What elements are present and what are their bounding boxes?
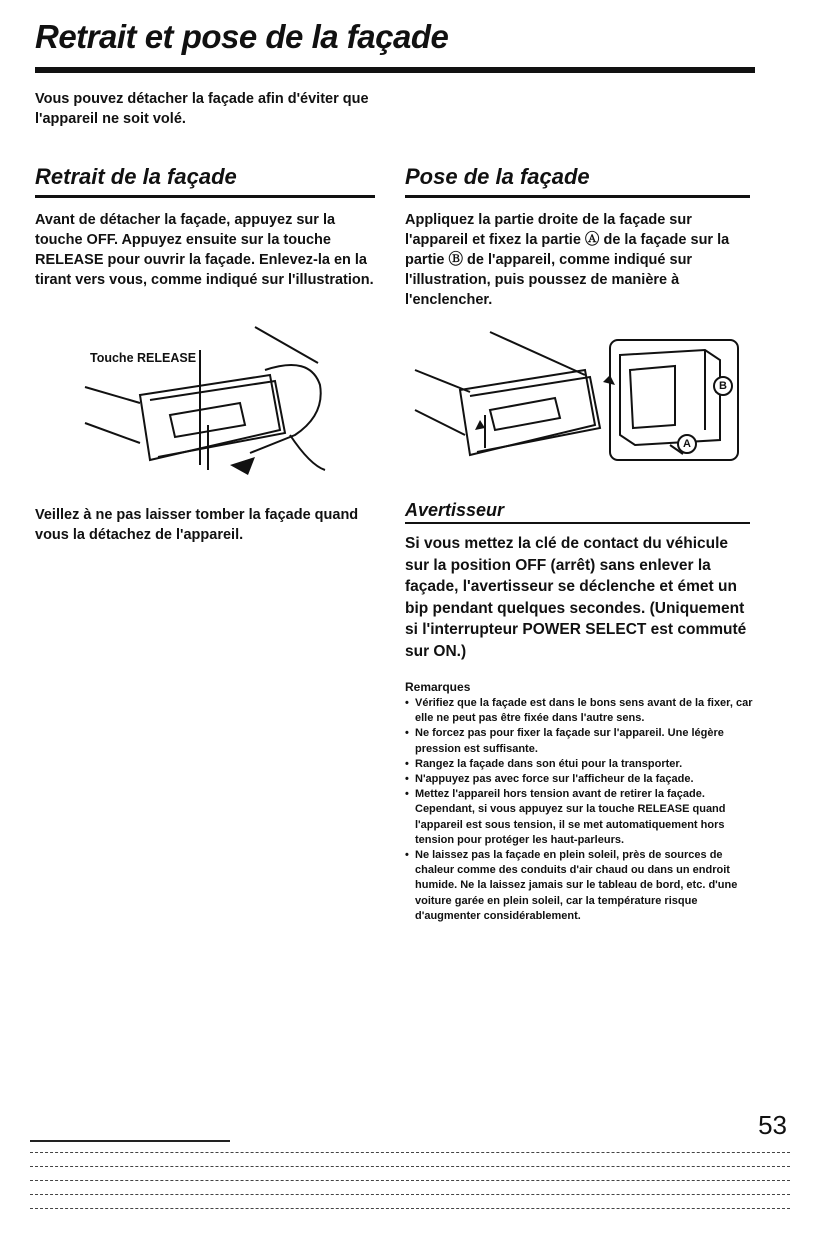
note-item: • Vérifiez que la façade est dans le bons sens avant de la fixer, car elle ne peut pas être fixée dans l'autre sens. bbox=[405, 696, 755, 726]
notes-list bbox=[405, 696, 755, 924]
release-button-label: Touche RELEASE bbox=[90, 351, 197, 365]
note-item: • N'appuyez pas avec force sur l'afficheur de la façade. bbox=[405, 772, 755, 787]
warning-heading: Avertisseur bbox=[405, 500, 505, 520]
attach-illustration bbox=[405, 330, 750, 490]
marker-b-icon: B bbox=[713, 376, 733, 396]
notes-heading: Remarques bbox=[405, 680, 471, 694]
footer-noise-line bbox=[30, 1194, 790, 1195]
attach-drawing bbox=[405, 330, 750, 490]
page-title: Retrait et pose de la façade bbox=[35, 18, 449, 55]
removal-drawing bbox=[80, 325, 370, 490]
footer-rule bbox=[30, 1140, 230, 1142]
title-rule bbox=[35, 67, 755, 73]
footer-noise-line bbox=[30, 1166, 790, 1167]
section-heading-removal: Retrait de la façade bbox=[35, 164, 237, 189]
footer-noise-line bbox=[30, 1208, 790, 1209]
marker-a-icon: A bbox=[677, 434, 697, 454]
footer-noise-line bbox=[30, 1180, 790, 1181]
intro-text: Vous pouvez détacher la façade afin d'éviter que l'appareil ne soit volé. bbox=[35, 91, 369, 127]
section-heading-attach: Pose de la façade bbox=[405, 164, 590, 189]
section-rule-removal bbox=[35, 195, 375, 198]
note-item: • Mettez l'appareil hors tension avant de retirer la façade. Cependant, si vous appuyez sur la touche RELEASE quand l'appareil est sous tension, il se met automatiquement hors tension pour protéger les haut-parleurs. bbox=[405, 787, 755, 848]
note-item: • Ne laissez pas la façade en plein soleil, près de sources de chaleur comme des conduits d'air chaud ou dans un endroit humide. Ne la laissez jamais sur le tableau de bord, etc. d'une voiture garée en plein soleil, car la température risque d'augmenter considérablement. bbox=[405, 848, 755, 924]
section-rule-attach bbox=[405, 195, 750, 198]
note-item: • Rangez la façade dans son étui pour la transporter. bbox=[405, 757, 755, 772]
footer-noise-line bbox=[30, 1152, 790, 1153]
warning-rule bbox=[405, 522, 750, 524]
page-number: 53 bbox=[758, 1110, 787, 1140]
attach-paragraph: Appliquez la partie droite de la façade sur l'appareil et fixez la partie Ⓐ de la façade sur la partie Ⓑ de l'appareil, comme indiqué sur l'illustration, puis poussez de manière à l'enclencher. bbox=[405, 212, 730, 308]
removal-paragraph: Avant de détacher la façade, appuyez sur la touche OFF. Appuyez ensuite sur la touche RELEASE pour ouvrir la façade. Enlevez-la en la tirant vers vous, comme indiqué sur l'illustration. bbox=[35, 212, 374, 288]
warning-text: Si vous mettez la clé de contact du véhicule sur la position OFF (arrêt) sans enlever la façade, l'avertisseur se déclenche et émet un bip pendant quelques secondes. (Uniquement si l'interrupteur POWER SELECT est commuté sur ON.) bbox=[405, 535, 747, 660]
removal-illustration bbox=[80, 325, 370, 490]
note-item: • Ne forcez pas pour fixer la façade sur l'appareil. Une légère pression est suffisante. bbox=[405, 726, 755, 756]
removal-caution: Veillez à ne pas laisser tomber la façade quand vous la détachez de l'appareil. bbox=[35, 507, 359, 543]
